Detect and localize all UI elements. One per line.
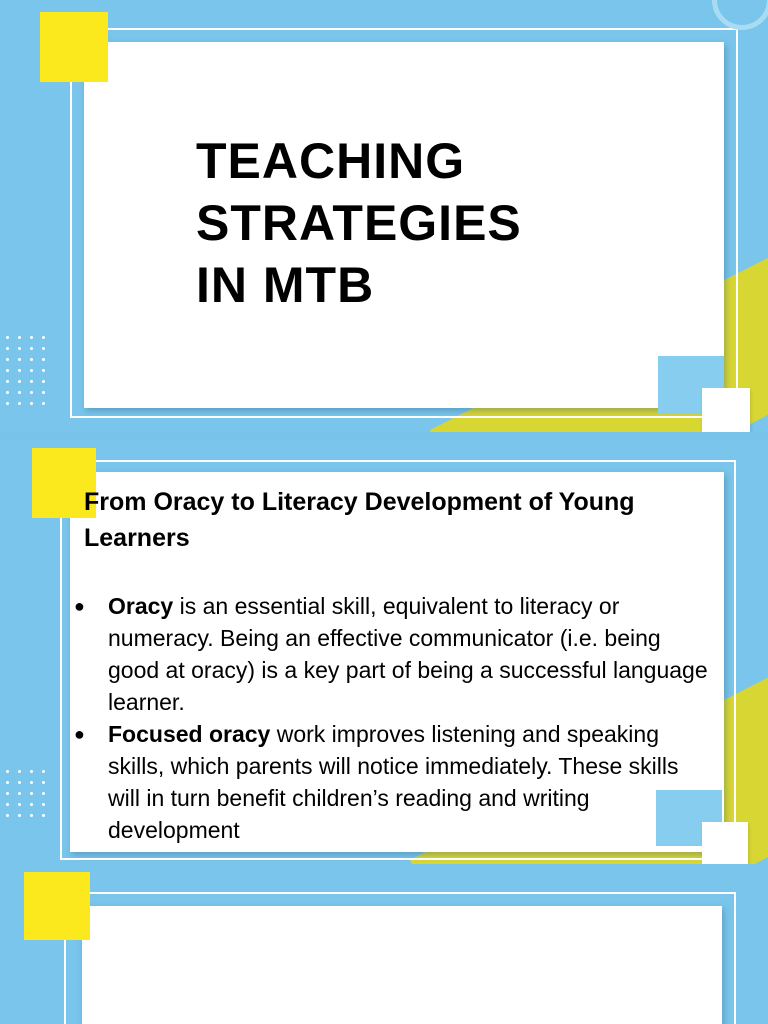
content-heading: From Oracy to Literacy Development of Young Learners bbox=[84, 488, 635, 552]
bullet-item bbox=[72, 718, 712, 846]
bullet-bold-term: Focused oracy bbox=[108, 721, 271, 747]
bullet-icon: ● bbox=[74, 724, 85, 744]
slide-title: TEACHING STRATEGIES IN MTB bbox=[196, 133, 522, 313]
dot-grid-decoration bbox=[6, 770, 46, 817]
circle-decoration bbox=[712, 0, 768, 30]
slide-1 bbox=[0, 0, 768, 432]
white-square-decoration bbox=[702, 388, 750, 432]
yellow-square-decoration bbox=[24, 872, 90, 940]
bullet-icon: ● bbox=[74, 596, 85, 616]
bullet-text: work improves listening and speaking skills, which parents will notice immediately. These skills will in turn benefit children’s reading and writing development bbox=[108, 721, 679, 843]
bullet-text: is an essential skill, equivalent to literacy or numeracy. Being an effective communicator (i.e. being good at oracy) is a key part of being a successful language learner. bbox=[108, 593, 708, 715]
slide-3 bbox=[0, 864, 768, 1024]
bullet-list bbox=[72, 590, 712, 846]
yellow-square-decoration bbox=[40, 12, 108, 82]
dot-grid-decoration bbox=[6, 336, 46, 405]
bullet-item bbox=[72, 590, 712, 718]
bullet-bold-term: Oracy bbox=[108, 593, 174, 619]
card-outline bbox=[64, 892, 736, 1024]
